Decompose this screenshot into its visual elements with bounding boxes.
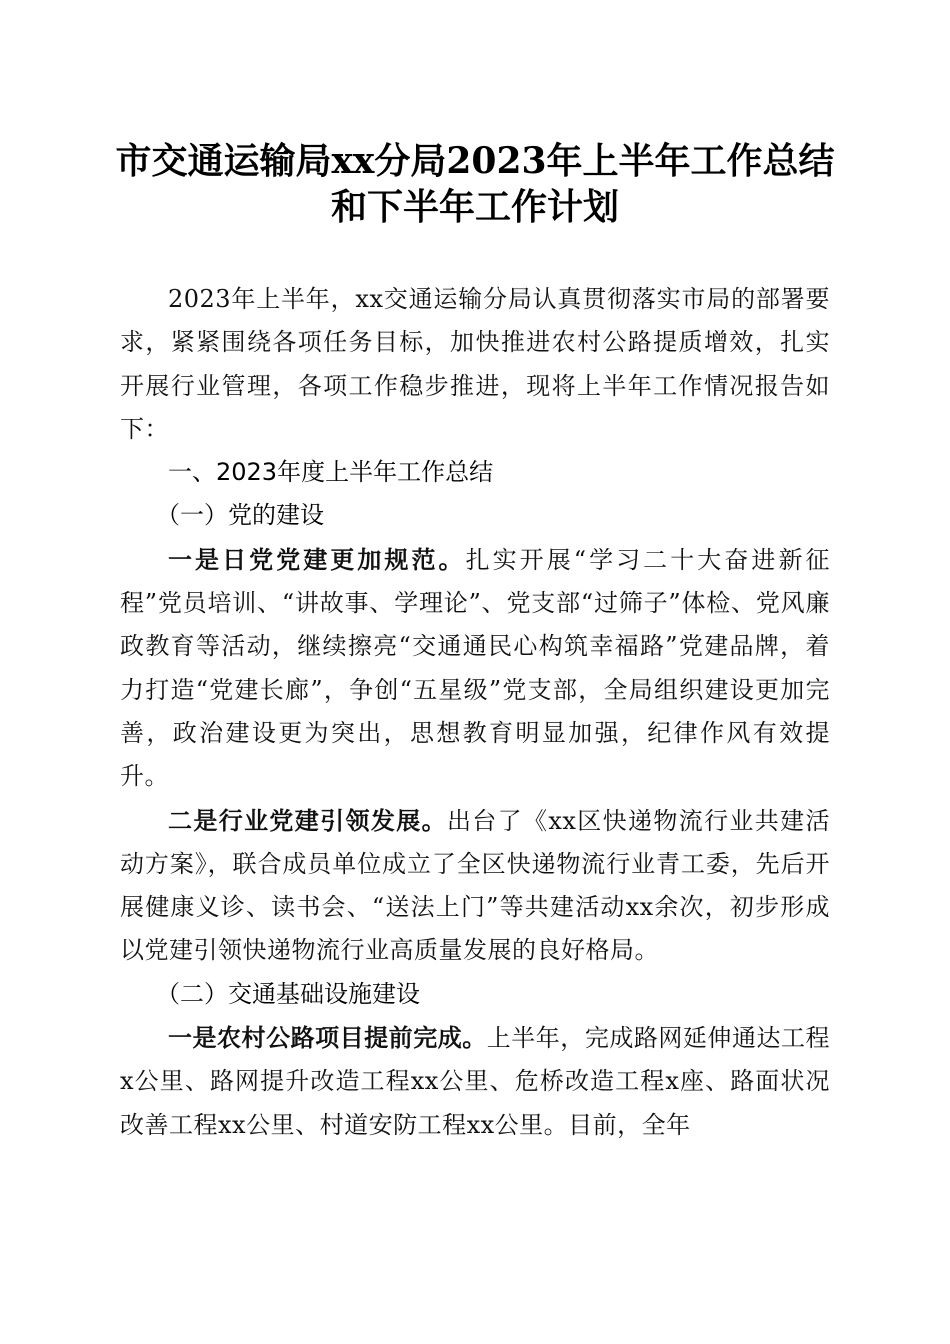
paragraph-lead: 二是行业党建引领发展。 — [168, 805, 447, 835]
paragraph-industry-party-building — [120, 799, 830, 973]
document-title-line-1: 市交通运输局xx分局2023年上半年工作总结 — [115, 140, 835, 182]
subsection-1-heading: （一）党的建设 — [156, 501, 324, 530]
paragraph-lead: 一是农村公路项目提前完成。 — [168, 1023, 487, 1053]
paragraph-party-building-standard — [120, 538, 830, 799]
subsection-2-heading: （二）交通基础设施建设 — [156, 979, 420, 1008]
paragraph-text: 上半年，完成路网延伸通达工程x公里、路网提升改造工程xx公里、危桥改造工程x座、路面状况改善工程xx公里、村道安防工程xx公里。目前，全年 — [120, 1024, 830, 1139]
document-title-line-2: 和下半年工作计划 — [330, 186, 619, 228]
paragraph-text: 出台了《xx区快递物流行业共建活动方案》，联合成员单位成立了全区快递物流行业青工委，先后开展健康义诊、读书会、“送法上门”等共建活动xx余次，初步形成以党建引领快递物流行业高质量发展的良好格局。 — [120, 806, 831, 965]
paragraph-text: 扎实开展“学习二十大奋进新征程”党员培训、“讲故事、学理论”、党支部“过筛子”体检、党风廉政教育等活动，继续擦亮“交通通民心构筑幸福路”党建品牌，着力打造“党建长廊”，争创“五星级”党支部，全局组织建设更加完善，政治建设更为突出，思想教育明显加强，纪律作风有效提升。 — [120, 545, 830, 791]
paragraph-rural-road-projects — [120, 1016, 830, 1147]
intro-paragraph: 2023年上半年，xx交通运输分局认真贯彻落实市局的部署要求，紧紧围绕各项任务目标，加快推进农村公路提质增效，扎实开展行业管理，各项工作稳步推进，现将上半年工作情况报告如下： — [120, 285, 830, 443]
section-1-heading: 一、2023年度上半年工作总结 — [168, 458, 494, 487]
document-body — [120, 278, 830, 1147]
paragraph-lead: 一是日党党建更加规范。 — [168, 544, 466, 574]
